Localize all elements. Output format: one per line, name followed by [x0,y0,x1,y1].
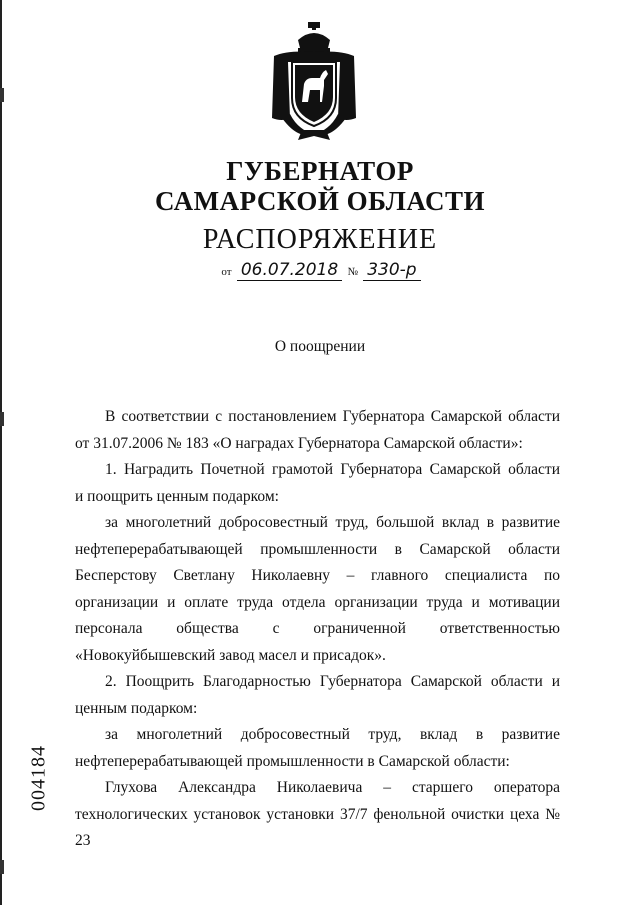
paragraph-line: Глухова Александра Николаевича – старшего оператора [105,779,560,796]
serial-number: 004184 [27,745,50,811]
governor-title [0,156,640,216]
side-serial-stamp [28,728,50,828]
paragraph-line: и поощрить ценным подарком: [75,487,279,505]
edge-mark [0,412,4,426]
page-left-edge [0,0,2,905]
edge-mark [0,860,4,874]
paragraph-line: технологических установок установки 37/7 фенольной очистки цеха № 23 [75,805,560,849]
paragraph-line: нефтеперерабатывающей промышленности в Самарской области: [75,752,510,770]
paragraph-line: от 31.07.2006 № 183 «О наградах Губернатора Самарской области»: [75,434,523,452]
title-line-1: ГУБЕРНАТОР [226,156,414,186]
date-label: от [221,266,232,278]
document-type: РАСПОРЯЖЕНИЕ [202,224,438,255]
paragraph-line: за многолетний добросовестный труд, вклад в развитие [105,726,560,743]
document-body [75,404,560,855]
document-date: 06.07.2018 [237,260,342,281]
title-line-2: САМАРСКОЙ ОБЛАСТИ [154,186,486,216]
document-number: 330-р [363,260,420,281]
paragraph-line: 1. Наградить Почетной грамотой Губернатора Самарской области [105,461,560,478]
paragraph-line: В соответствии с постановлением Губернатора Самарской области [105,408,560,425]
coat-of-arms-emblem [268,22,360,144]
document-subject: О поощрении [274,338,366,355]
date-number-line [0,260,640,281]
paragraph: 2. Поощрить Благодарностью Губернатора Самарской области и ценным подарком: [75,673,560,717]
paragraph: за многолетний добросовестный труд, большой вклад в развитие нефтеперерабатывающей промышленности в Самарской области Бесперстову Светлану Николаевну – главного специалиста по организации и оплате труда отдела организации труда и мотивации персонала общества с ограниченной ответственностью «Новокуйбышевский завод масел и присадок». [75,514,560,664]
edge-mark [0,88,4,102]
number-label: № [347,266,358,278]
